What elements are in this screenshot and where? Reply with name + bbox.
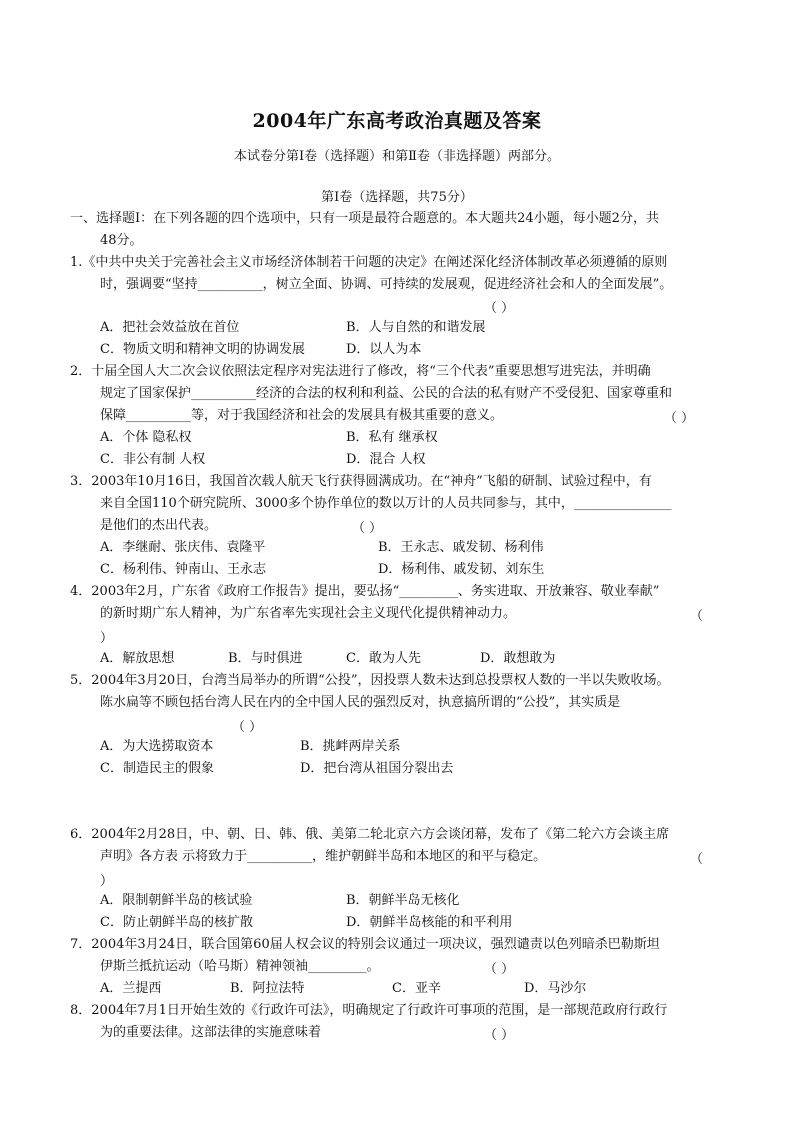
option-d: D．混合 人权 (346, 452, 426, 467)
option-c: C．防止朝鲜半岛的核扩散 (100, 915, 253, 930)
question-8-text: 为的重要法律。这部法律的实施意味着 (100, 1025, 322, 1040)
answer-blank: （ ） (664, 411, 695, 426)
option-a: A．把社会效益放在首位 (100, 320, 240, 335)
option-c: C．制造民主的假象 (100, 761, 214, 776)
answer-blank: （ ） (232, 720, 263, 735)
page-title: 2004年广东高考政治真题及答案 (252, 110, 542, 132)
option-a: A．个体 隐私权 (100, 430, 192, 445)
question-6-text: 6．2004年2月28日，中、朝、日、韩、俄、美第二轮北京六方会谈闭幕，发布了《第二轮六方会谈主席 (70, 827, 670, 842)
question-4-text: 4．2003年2月，广东省《政府工作报告》提出，要弘扬“_________、务实进取、开放兼容、敬业奉献” (70, 584, 660, 599)
page-subtitle: 本试卷分第Ⅰ卷（选择题）和第Ⅱ卷（非选择题）两部分。 (234, 149, 560, 164)
answer-blank-open: （ (690, 609, 704, 624)
question-7-text: 伊斯兰抵抗运动（哈马斯）精神领袖_________。 (100, 959, 380, 974)
option-b: B．私有 继承权 (346, 430, 438, 445)
option-a: A．李继耐、张庆伟、袁隆平 (100, 540, 266, 555)
option-c: C．非公有制 人权 (100, 452, 206, 467)
section-heading: 第Ⅰ卷（选择题，共75分） (321, 190, 473, 205)
option-a: A．兰提西 (100, 981, 162, 996)
answer-blank-close: ） (100, 874, 114, 889)
option-b: B．阿拉法特 (230, 981, 305, 996)
answer-blank: （ ） (352, 521, 383, 536)
question-5-text: 陈水扁等不顾包括台湾人民在内的全中国人民的强烈反对，执意搞所谓的“公投”，其实质是 (100, 695, 621, 710)
option-d: D．马沙尔 (524, 981, 587, 996)
option-b: B．王永志、戚发韧、杨利伟 (378, 540, 544, 555)
option-d: D．以人为本 (346, 342, 422, 357)
question-3-text: 3．2003年10月16日，我国首次载人航天飞行获得圆满成功。在“神舟”飞船的研制、试验过程中，有 (70, 474, 652, 489)
option-d: D．敢想敢为 (480, 651, 556, 666)
answer-blank-open: （ (690, 852, 704, 867)
question-6-text: 声明》各方表 示将致力于__________，维护朝鲜半岛和本地区的和平与稳定。 (100, 849, 547, 864)
question-8-text: 8．2004年7月1日开始生效的《行政许可法》，明确规定了行政许可事项的范围，是一部规范政府行政行 (70, 1003, 668, 1018)
option-a: A．限制朝鲜半岛的核试验 (100, 893, 253, 908)
question-5-text: 5．2004年3月20日，台湾当局举办的所谓“公投”，因投票人数未达到总投票权人数的一半以失败收场。 (70, 673, 670, 688)
option-c: C．敢为人先 (346, 651, 421, 666)
question-4-text: 的新时期广东人精神，为广东省率先实现社会主义现代化提供精神动力。 (100, 606, 517, 621)
option-b: B．与时俱进 (228, 651, 303, 666)
answer-blank: （ ） (484, 962, 515, 977)
option-b: B．挑衅两岸关系 (300, 739, 401, 754)
answer-blank: （ ） (484, 1028, 515, 1043)
option-d: D．杨利伟、戚发韧、刘东生 (378, 562, 545, 577)
option-a: A．为大选捞取资本 (100, 739, 214, 754)
instructions-line: 48分。 (100, 233, 143, 248)
option-d: D．朝鲜半岛核能的和平利用 (346, 915, 513, 930)
question-1-text: 时，强调要“坚持__________，树立全面、协调、可持续的发展观，促进经济社会和人的全面发展”。 (100, 277, 673, 292)
option-d: D．把台湾从祖国分裂出去 (300, 761, 454, 776)
question-7-text: 7．2004年3月24日，联合国第60届人权会议的特别会议通过一项决议，强烈谴责以色列暗杀巴勒斯坦 (70, 937, 660, 952)
answer-blank-close: ） (100, 631, 114, 646)
instructions-line: 一、选择题Ⅰ：在下列各题的四个选项中，只有一项是最符合题意的。本大题共24小题，每小题2分，共 (70, 211, 659, 226)
option-c: C．亚辛 (392, 981, 441, 996)
option-b: B．人与自然的和谐发展 (346, 320, 486, 335)
question-2-text: 保障__________等，对于我国经济和社会的发展具有极其重要的意义。 (100, 408, 504, 423)
answer-blank: （ ） (484, 301, 515, 316)
question-1-text: 1.《中共中央关于完善社会主义市场经济体制若干问题的决定》在阐述深化经济体制改革必须遵循的原则 (70, 255, 668, 270)
option-c: C．杨利伟、钟南山、王永志 (100, 562, 266, 577)
question-3-text: 是他们的杰出代表。 (100, 518, 218, 533)
option-a: A．解放思想 (100, 651, 175, 666)
option-c: C．物质文明和精神文明的协调发展 (100, 342, 305, 357)
question-2-text: 规定了国家保护__________经济的合法的权利和利益、公民的合法的私有财产不受侵犯、国家尊重和 (100, 386, 673, 401)
question-3-text: 来自全国110个研究院所、3000多个协作单位的数以万计的人员共同参与，其中，_______________ (100, 496, 672, 511)
question-2-text: 2．十届全国人大二次会议依照法定程序对宪法进行了修改，将“三个代表”重要思想写进宪法，并明确 (70, 364, 651, 379)
option-b: B．朝鲜半岛无核化 (346, 893, 460, 908)
